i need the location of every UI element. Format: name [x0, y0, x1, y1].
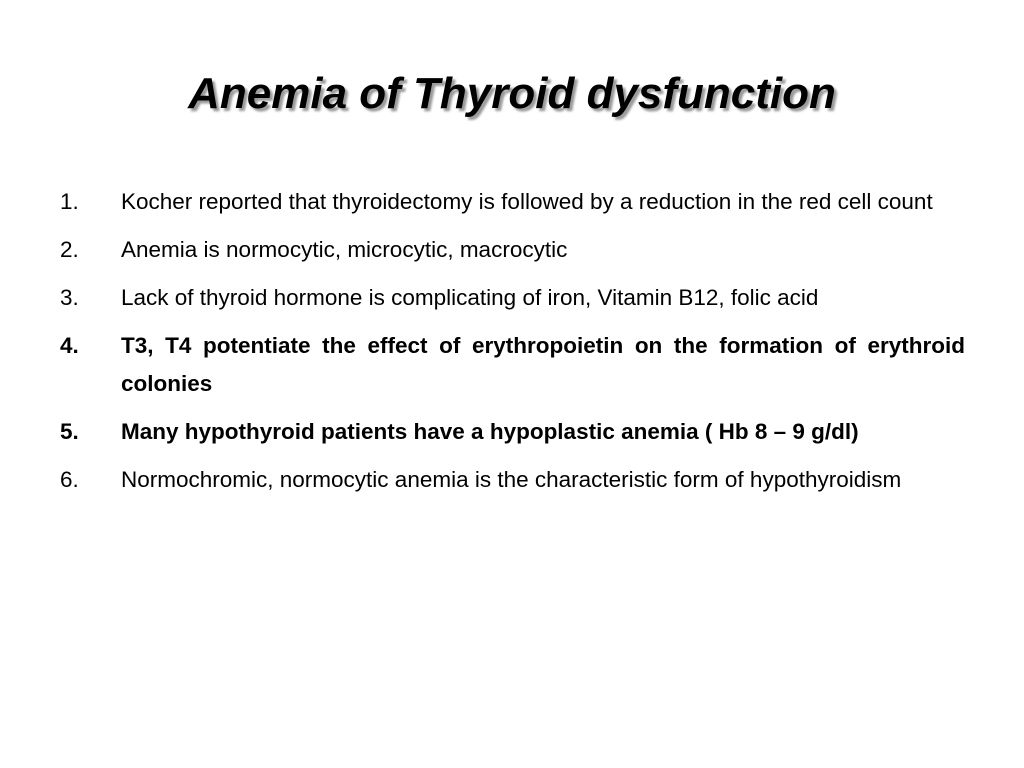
list-item-text: Normochromic, normocytic anemia is the characteristic form of hypothyroidism: [121, 467, 902, 492]
list-item-number: 2.: [60, 237, 79, 262]
numbered-list: [60, 183, 965, 509]
list-item: [60, 279, 965, 317]
list-item-number: 6.: [60, 467, 79, 492]
list-item-text: Lack of thyroid hormone is complicating of iron, Vitamin B12, folic acid: [121, 285, 819, 310]
list-item-bold: [60, 327, 965, 403]
list-item-text: T3, T4 potentiate the effect of erythropoietin on the formation of erythroid colonies: [121, 333, 965, 396]
slide-title: Anemia of Thyroid dysfunction: [188, 69, 836, 118]
list-item-number: 1.: [60, 189, 79, 214]
list-item: [60, 231, 965, 269]
list-item-text: Anemia is normocytic, microcytic, macrocytic: [121, 237, 568, 262]
list-item-text: Many hypothyroid patients have a hypoplastic anemia ( Hb 8 – 9 g/dl): [121, 419, 859, 444]
list-item: [60, 183, 965, 221]
list-item: [60, 461, 965, 499]
list-item-number: 5.: [60, 419, 79, 444]
list-item-bold: [60, 413, 965, 451]
list-item-number: 3.: [60, 285, 79, 310]
list-item-number: 4.: [60, 333, 79, 358]
list-item-text: Kocher reported that thyroidectomy is followed by a reduction in the red cell count: [121, 189, 933, 214]
